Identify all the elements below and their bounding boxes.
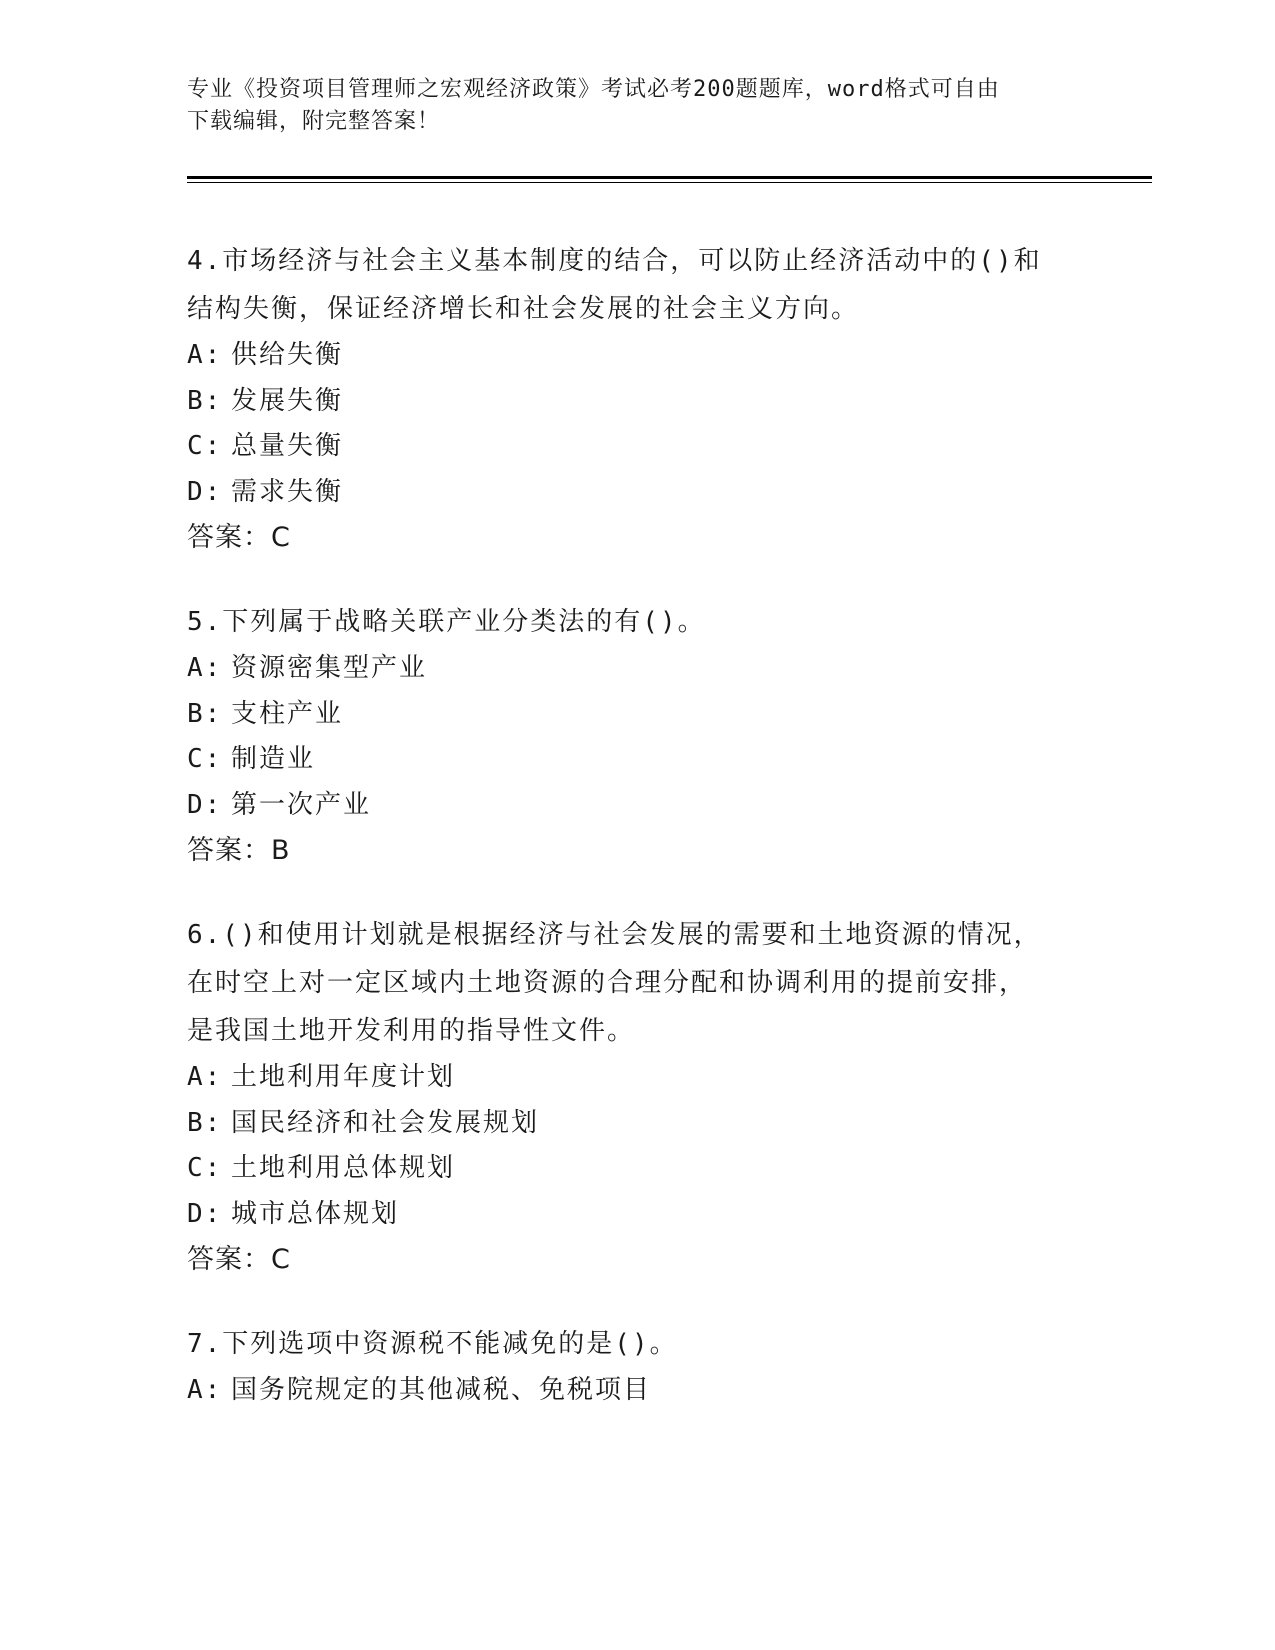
answer-option [187,470,1087,516]
answer-option [187,424,1087,470]
question-block [187,1320,1087,1414]
header-rule-thick [187,176,1152,179]
answer-option [187,1055,1087,1101]
question-block [187,598,1087,874]
answer-option [187,646,1087,692]
option-text: 供给失衡 [231,340,344,370]
option-letter: D: [187,1198,223,1229]
option-letter: D: [187,476,223,507]
option-letter: C: [187,744,223,774]
option-letter: B: [187,385,223,416]
header-rule-thin [187,182,1152,183]
option-letter: B: [187,1107,223,1138]
header-line-2: 下载编辑，附完整答案！ [187,109,441,134]
option-letter: C: [187,1153,223,1183]
answer-key: 答案：C [187,522,291,553]
option-text: 土地利用年度计划 [231,1062,456,1092]
option-letter: A: [187,1062,223,1092]
option-text: 资源密集型产业 [231,653,428,683]
question-stem-line: 在时空上对一定区域内土地资源的合理分配和协调利用的提前安排， [187,968,1028,998]
answer-option [187,692,1087,738]
answer-option [187,1192,1087,1238]
option-letter: A: [187,340,223,370]
option-letter: D: [187,789,223,820]
option-text: 制造业 [231,744,316,774]
header-line-1: 专业《投资项目管理师之宏观经济政策》考试必考200题题库，word格式可自由 [187,77,1000,102]
answer-option [187,333,1087,379]
answer-option [187,379,1087,425]
answer-option [187,1146,1087,1192]
question-block [187,911,1087,1283]
option-text: 发展失衡 [231,385,344,416]
answer-key: 答案：C [187,1244,291,1275]
option-text: 土地利用总体规划 [231,1153,456,1183]
answer-option [187,737,1087,783]
option-text: 城市总体规划 [231,1198,400,1229]
option-letter: C: [187,431,223,461]
option-text: 支柱产业 [231,698,344,729]
option-text: 总量失衡 [231,431,344,461]
question-stem-line: 6.()和使用计划就是根据经济与社会发展的需要和土地资源的情况， [187,920,1042,950]
option-text: 国民经济和社会发展规划 [231,1107,540,1138]
document-header [187,74,1087,138]
answer-key: 答案：B [187,835,291,866]
answer-option [187,1368,1087,1414]
option-text: 需求失衡 [231,476,344,507]
answer-option [187,1101,1087,1147]
option-text: 国务院规定的其他减税、免税项目 [231,1375,652,1405]
option-text: 第一次产业 [231,789,372,820]
option-letter: B: [187,698,223,729]
option-letter: A: [187,653,223,683]
question-stem-line: 4.市场经济与社会主义基本制度的结合，可以防止经济活动中的()和 [187,246,1042,276]
answer-option [187,783,1087,829]
question-stem-line: 5.下列属于战略关联产业分类法的有()。 [187,607,706,637]
question-list [187,237,1087,1451]
question-stem-line: 结构失衡，保证经济增长和社会发展的社会主义方向。 [187,294,860,324]
option-letter: A: [187,1375,223,1405]
question-stem-line: 7.下列选项中资源税不能减免的是()。 [187,1329,678,1359]
question-stem-line: 是我国土地开发利用的指导性文件。 [187,1016,636,1046]
question-block [187,237,1087,561]
